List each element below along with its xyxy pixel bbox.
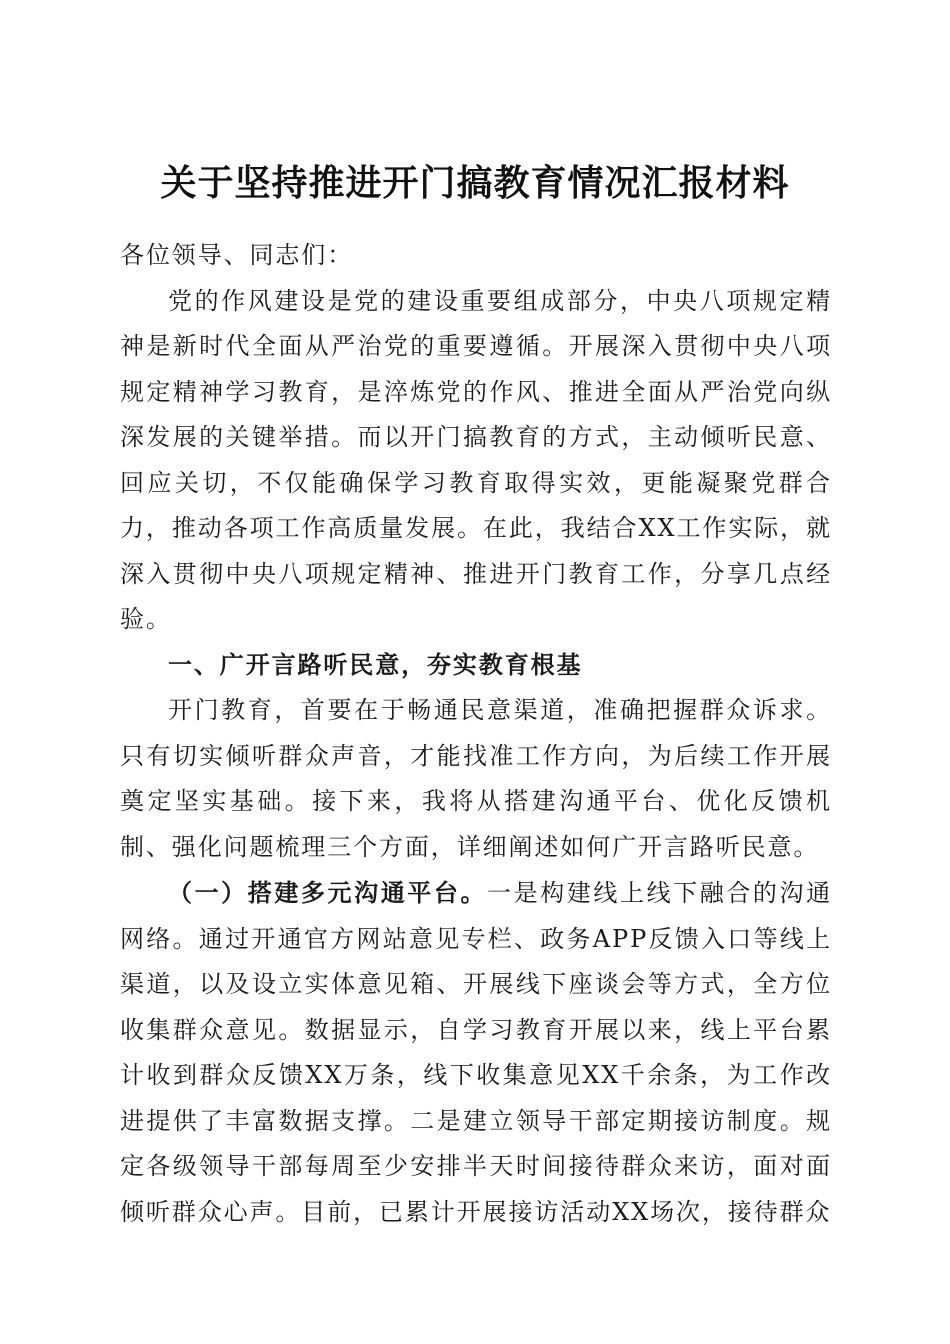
subsection-1-body: 一是构建线上线下融合的沟通网络。通过开通官方网站意见专栏、政务APP反馈入口等线上渠道，以及设立实体意见箱、开展线下座谈会等方式，全方位收集群众意见。数据显示，自学习教育开展以来，线上平台累计收到群众反馈XX万条，线下收集意见XX千余条，为工作改进提供了丰富数据支撑。二是建立领导干部定期接访制度。规定各级领导干部每周至少安排半天时间接待群众来访，面对面倾听群众心声。目前，已累计开展接访活动XX场次，接待群众 <box>120 879 832 1226</box>
document-title: 关于坚持推进开门搞教育情况汇报材料 <box>160 162 790 205</box>
subsection-1-heading: （一）搭建多元沟通平台。 <box>168 878 488 907</box>
section-1-heading: 一、广开言路听民意，夯实教育根基 <box>168 650 583 679</box>
document-body <box>120 233 832 1235</box>
subsection-1-paragraph <box>120 870 832 1235</box>
section-1-paragraph: 开门教育，首要在于畅通民意渠道，准确把握群众诉求。只有切实倾听群众声音，才能找准工作方向，为后续工作开展奠定坚实基础。接下来，我将从搭建沟通平台、优化反馈机制、强化问题梳理三个方面，详细阐述如何广开言路听民意。 <box>120 696 832 861</box>
salutation: 各位领导、同志们： <box>120 241 354 269</box>
intro-paragraph: 党的作风建设是党的建设重要组成部分，中央八项规定精神是新时代全面从严治党的重要遵循。开展深入贯彻中央八项规定精神学习教育，是淬炼党的作风、推进全面从严治党向纵深发展的关键举措。而以开门搞教育的方式，主动倾听民意、回应关切，不仅能确保学习教育取得实效，更能凝聚党群合力，推动各项工作高质量发展。在此，我结合XX工作实际，就深入贯彻中央八项规定精神、推进开门教育工作，分享几点经验。 <box>120 286 832 633</box>
